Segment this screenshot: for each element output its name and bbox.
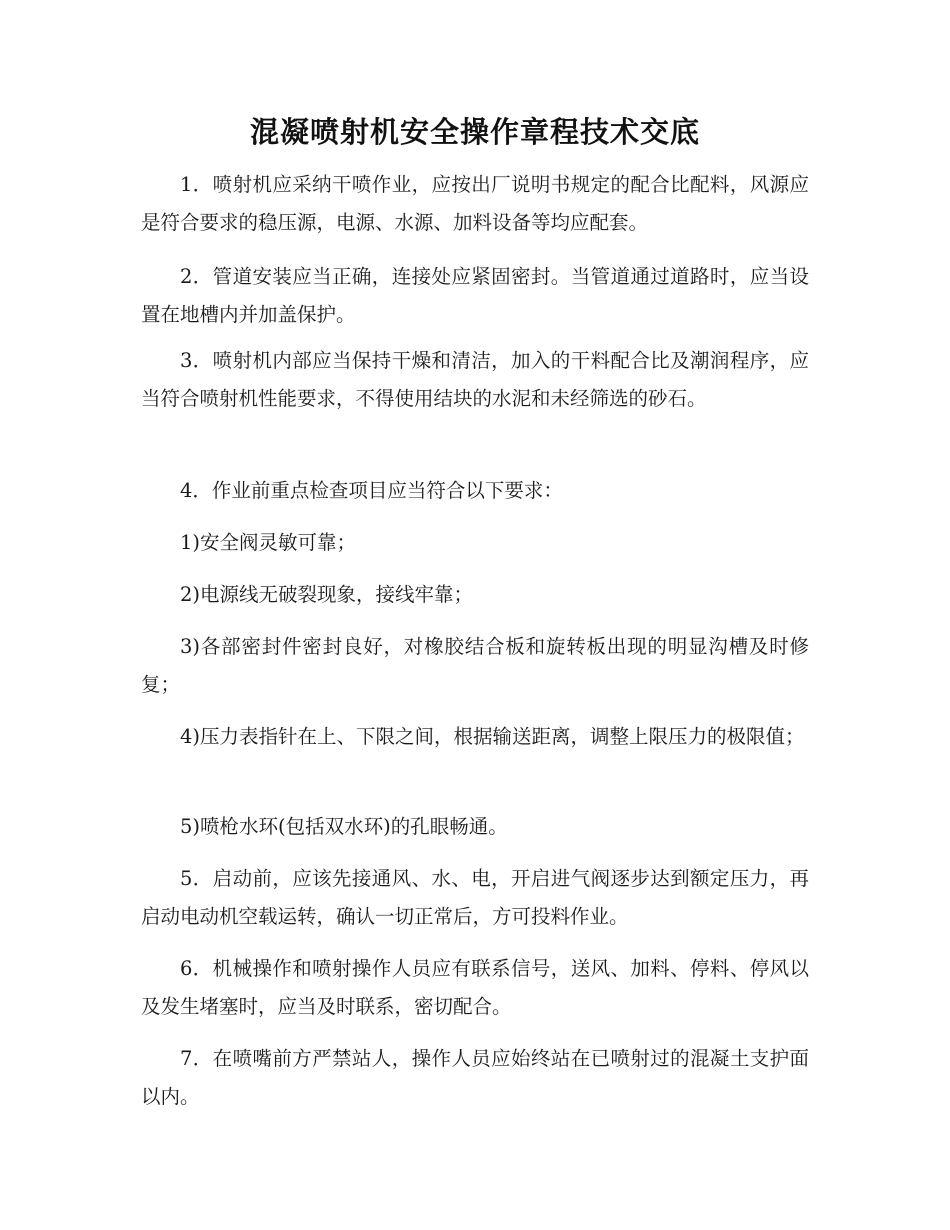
paragraph-6: 6．机械操作和喷射操作人员应有联系信号，送风、加料、停料、停风以及发生堵塞时，应当及时联系，密切配合。 bbox=[141, 957, 809, 1018]
sub-item-5: 5)喷枪水环(包括双水环)的孔眼畅通。 bbox=[180, 815, 508, 838]
paragraph-1: 1．喷射机应采纳干喷作业，应按出厂说明书规定的配合比配料，风源应是符合要求的稳压源，电源、水源、加料设备等均应配套。 bbox=[141, 173, 809, 234]
paragraph-2: 2．管道安装应当正确，连接处应紧固密封。当管道通过道路时，应当设置在地槽内并加盖保护。 bbox=[141, 265, 809, 326]
paragraph-5: 5．启动前，应该先接通风、水、电，开启进气阀逐步达到额定压力，再启动电动机空载运转，确认一切正常后，方可投料作业。 bbox=[141, 867, 809, 928]
paragraph-3: 3．喷射机内部应当保持干燥和清洁，加入的干料配合比及潮润程序，应当符合喷射机性能要求，不得使用结块的水泥和未经筛选的砂石。 bbox=[141, 349, 809, 410]
sub-item-4: 4)压力表指针在上、下限之间，根据输送距离，调整上限压力的极限值； bbox=[180, 725, 805, 748]
sub-item-2: 2)电源线无破裂现象，接线牢靠； bbox=[180, 583, 474, 606]
paragraph-7: 7．在喷嘴前方严禁站人，操作人员应始终站在已喷射过的混凝土支护面以内。 bbox=[141, 1047, 809, 1108]
paragraph-4: 4．作业前重点检查项目应当符合以下要求： bbox=[180, 479, 563, 502]
sub-item-3: 3)各部密封件密封良好，对橡胶结合板和旋转板出现的明显沟槽及时修复； bbox=[141, 635, 809, 696]
sub-item-1: 1)安全阀灵敏可靠； bbox=[180, 531, 357, 554]
document-title: 混凝喷射机安全操作章程技术交底 bbox=[249, 115, 700, 149]
